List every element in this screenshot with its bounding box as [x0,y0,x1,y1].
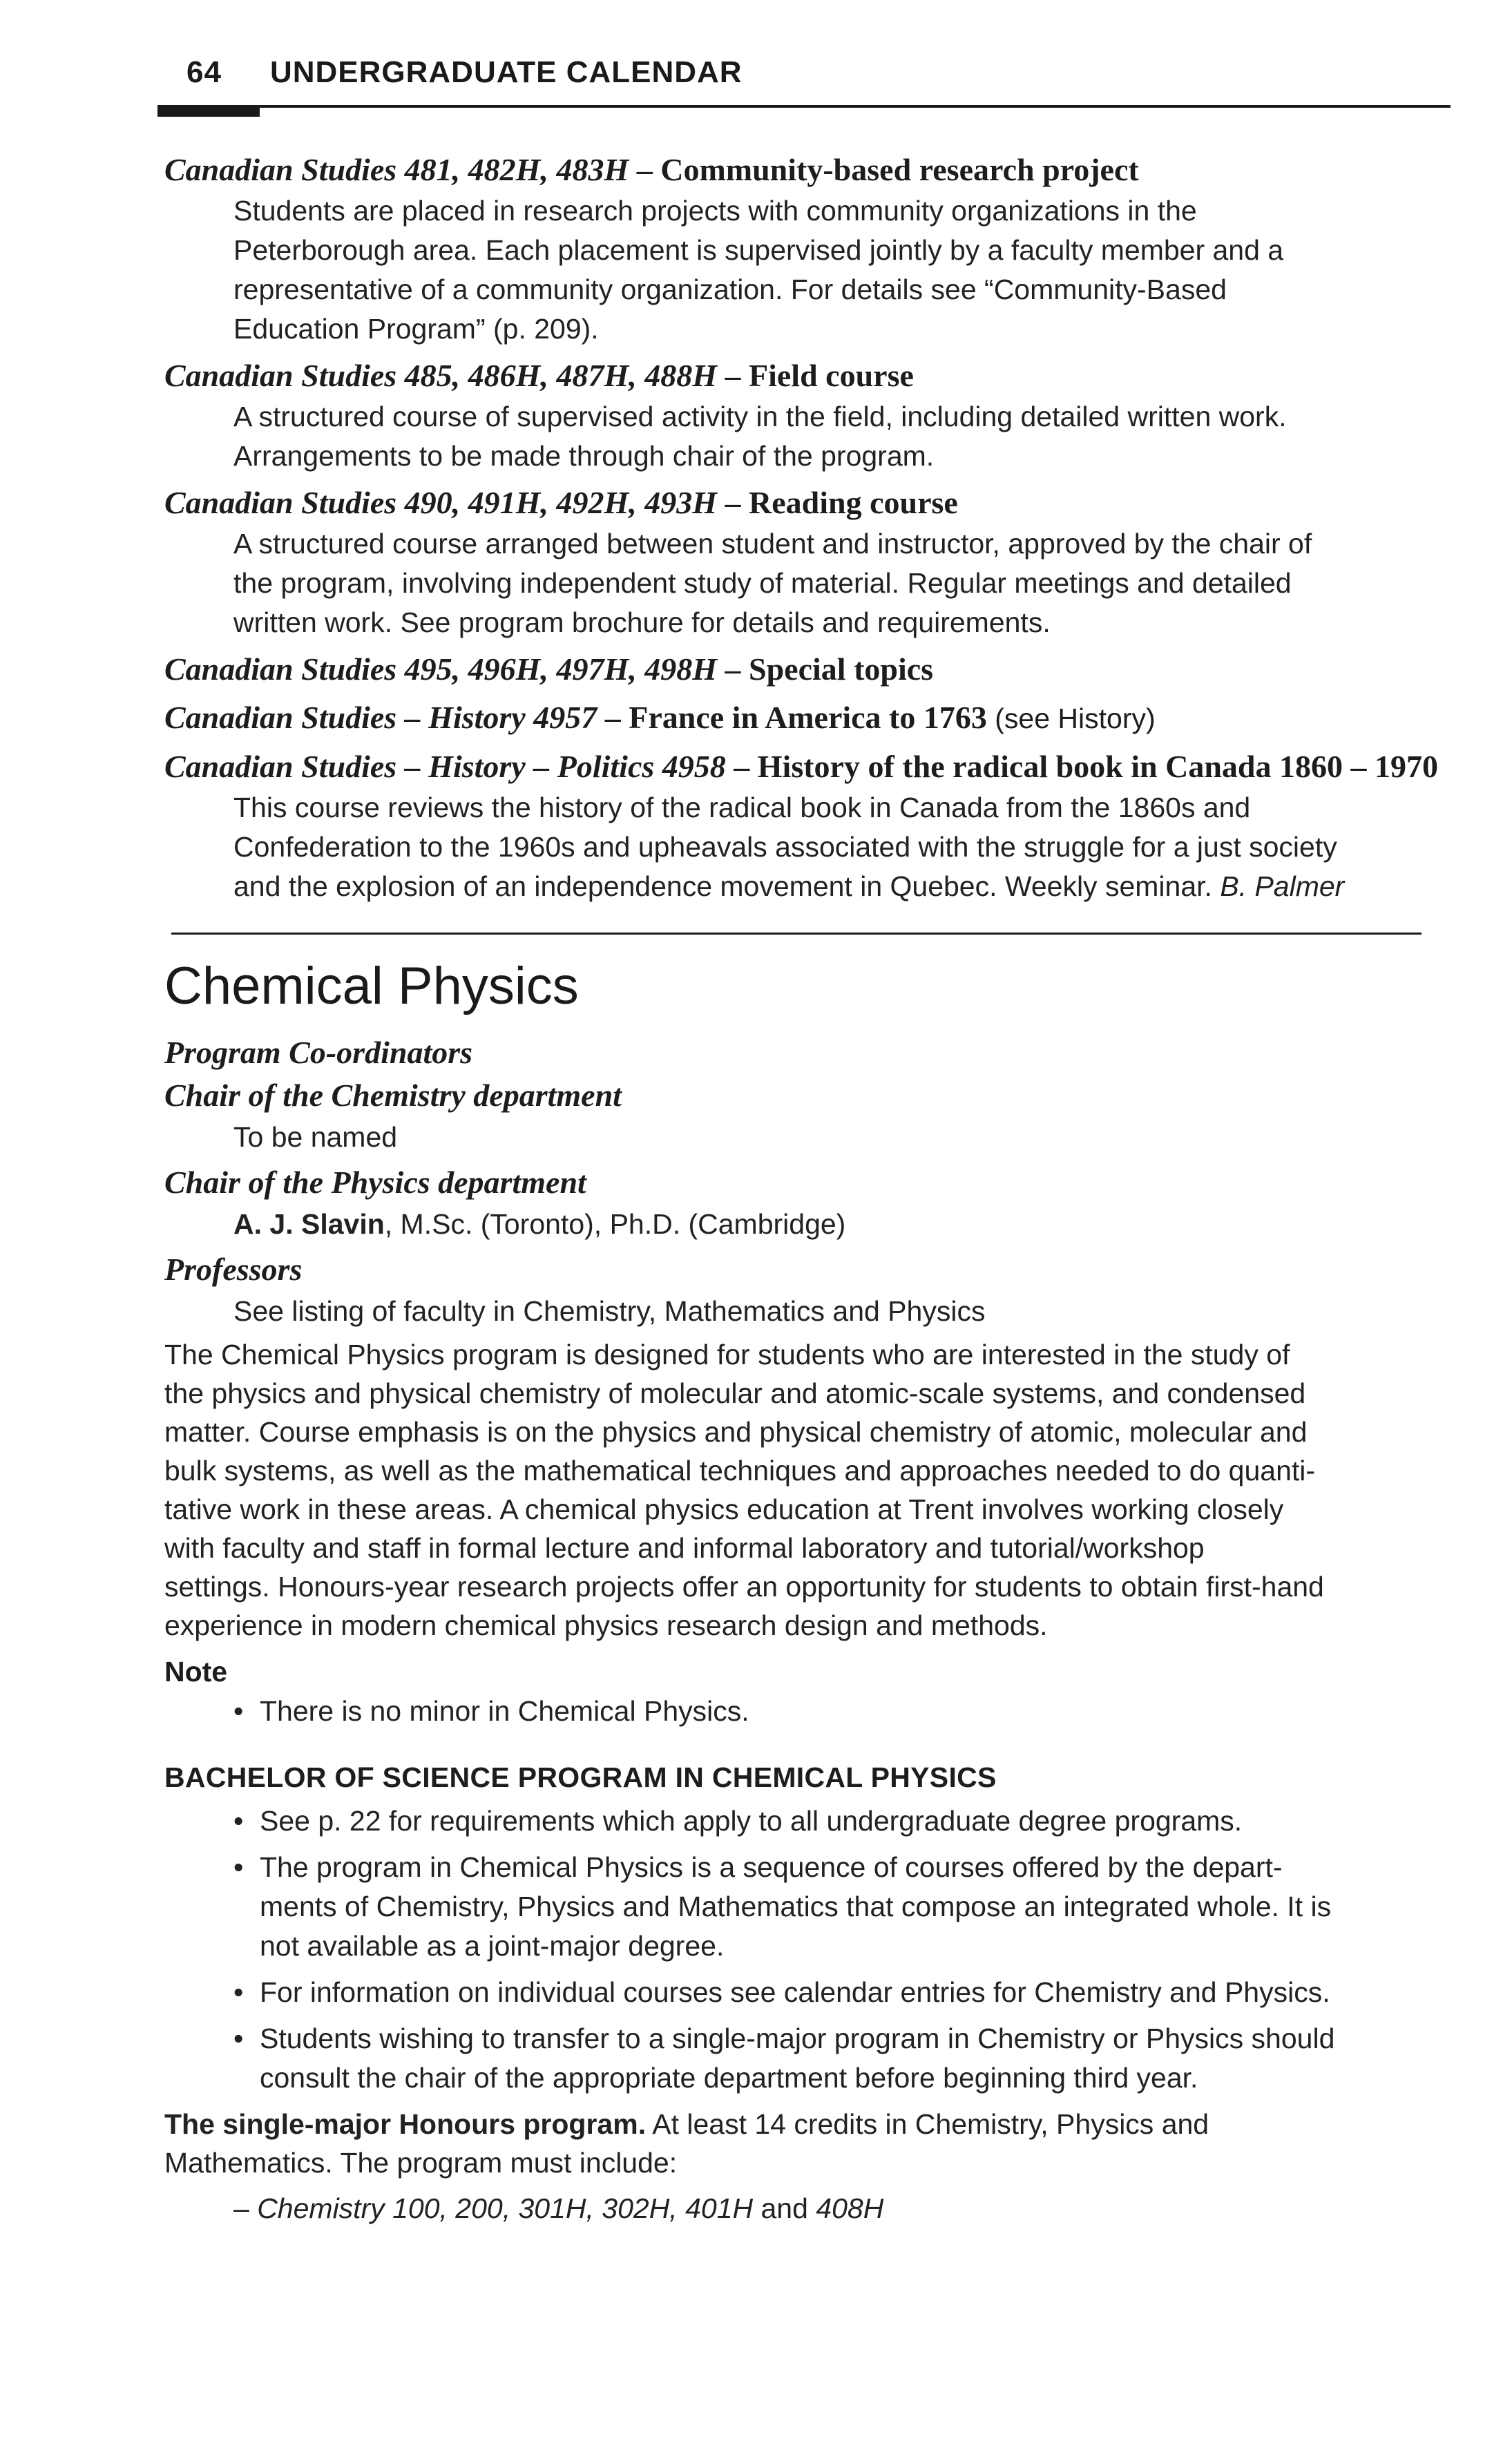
note-list [164,1692,1449,1731]
instructor-name: B. Palmer [1220,870,1345,902]
description-line: representative of a community organization. For details see “Community-Based [233,274,1227,305]
bullet-icon: • [233,2023,244,2054]
description-line: Students are placed in research projects with community organizations in the [233,195,1197,227]
running-title: UNDERGRADUATE CALENDAR [269,55,743,89]
honours-program-text: At least 14 credits in Chemistry, Physics and Mathematics. The program must include: [164,2108,1209,2179]
list-item-text: The program in Chemical Physics is a sequence of courses offered by the depart- ments of Chemistry, Physics and Mathematics that compose an integrated whole. It is not available as a joint-major degree. [260,1851,1332,1962]
list-item [233,1973,1449,2012]
description-line: Peterborough area. Each placement is supervised jointly by a faculty member and a [233,234,1284,266]
course-code: Canadian Studies – History – Politics 4958 [164,749,726,784]
bsc-program-heading: BACHELOR OF SCIENCE PROGRAM IN CHEMICAL PHYSICS [164,1761,997,1793]
dash-marker: – [233,2192,258,2224]
list-item-text: Students wishing to transfer to a single-major program in Chemistry or Physics should consult the chair of the appropriate department before beginning third year. [260,2023,1335,2094]
coordinators-heading: Program Co-ordinators [164,1035,473,1070]
physics-chair-heading: Chair of the Physics department [164,1165,586,1200]
course-title [164,481,1449,524]
requirement-last-course: 408H [816,2192,884,2224]
course-title [164,745,1449,788]
course-description [233,524,1449,642]
requirement-conjunction: and [753,2192,816,2224]
description-line: A structured course of supervised activity in the field, including detailed written work. [233,401,1287,432]
paragraph-line: bulk systems, as well as the mathematical techniques and approaches needed to do quanti- [164,1455,1316,1487]
course-code: Canadian Studies – History 4957 [164,700,597,735]
course-name: – Reading course [717,485,958,520]
bsc-requirements-list [164,1802,1449,2098]
requirement-courses: Chemistry 100, 200, 301H, 302H, 401H [257,2192,754,2224]
physics-chair-name: A. J. Slavin [233,1208,385,1240]
list-item [233,1802,1449,1841]
physics-chair-credentials: , M.Sc. (Toronto), Ph.D. (Cambridge) [384,1208,846,1240]
section-title: Chemical Physics [164,957,579,1015]
header-rule [157,105,1451,108]
course-name: – Community-based research project [629,152,1139,187]
course-title [164,648,1449,691]
course-title [164,354,1449,397]
bullet-icon: • [233,1695,244,1727]
page-content [164,149,1449,2228]
list-item-text: There is no minor in Chemical Physics. [260,1695,749,1727]
honours-program-label: The single-major Honours program. [164,2108,647,2140]
course-description [233,397,1449,476]
course-description [233,788,1449,906]
list-item [233,1848,1449,1966]
bullet-icon: • [233,1805,244,1837]
course-name: – France in America to 1763 [597,700,987,735]
running-header [186,55,743,90]
note-heading: Note [164,1656,228,1688]
course-entry [164,648,1449,691]
course-code: Canadian Studies 490, 491H, 492H, 493H [164,485,718,520]
description-line: A structured course arranged between student and instructor, approved by the chair of [233,528,1312,560]
paragraph-line: the physics and physical chemistry of molecular and atomic-scale systems, and condensed [164,1377,1306,1409]
course-entry [164,696,1449,740]
physics-chair-value [233,1204,1449,1244]
description-line: Arrangements to be made through chair of the program. [233,440,935,472]
professors-heading: Professors [164,1252,303,1287]
honours-program-paragraph [164,2105,1339,2182]
description-line: and the explosion of an independence movement in Quebec. Weekly seminar. [233,870,1212,902]
list-item [233,2019,1449,2098]
paragraph-line: tative work in these areas. A chemical physics education at Trent involves working closely [164,1493,1284,1525]
description-line: written work. See program brochure for details and requirements. [233,606,1051,638]
paragraph-line: matter. Course emphasis is on the physics and physical chemistry of atomic, molecular and [164,1416,1308,1448]
program-description [164,1335,1449,1645]
professors-value: See listing of faculty in Chemistry, Mathematics and Physics [233,1295,986,1327]
course-title [164,149,1449,191]
course-entry [164,149,1449,349]
list-item-text: See p. 22 for requirements which apply to all undergraduate degree programs. [260,1805,1243,1837]
paragraph-line: settings. Honours-year research projects offer an opportunity for students to obtain first-hand [164,1571,1324,1603]
list-item [233,1692,1449,1731]
section-divider [171,933,1422,935]
requirement-item [233,2189,1449,2228]
course-name: – Special topics [717,651,934,687]
course-entry [164,354,1449,476]
course-code: Canadian Studies 485, 486H, 487H, 488H [164,358,718,393]
bullet-icon: • [233,1851,244,1883]
header-tab-bar [157,105,260,117]
description-line: the program, involving independent study of material. Regular meetings and detailed [233,567,1292,599]
course-name: – Field course [717,358,914,393]
chemistry-chair-heading: Chair of the Chemistry department [164,1078,622,1113]
course-description [233,191,1449,349]
page-number: 64 [186,55,222,89]
course-name: – History of the radical book in Canada 1860 – 1970 [725,749,1439,784]
course-code: Canadian Studies 481, 482H, 483H [164,152,629,187]
course-title [164,696,1449,740]
paragraph-line: experience in modern chemical physics research design and methods. [164,1609,1048,1641]
description-line: Confederation to the 1960s and upheavals associated with the struggle for a just society [233,831,1337,863]
course-entry [164,481,1449,642]
chemistry-chair-value: To be named [233,1121,398,1153]
course-entry [164,745,1449,906]
cross-reference: (see History) [986,703,1156,734]
description-line: Education Program” (p. 209). [233,313,599,345]
paragraph-line: with faculty and staff in formal lecture and informal laboratory and tutorial/workshop [164,1532,1205,1564]
description-line: This course reviews the history of the radical book in Canada from the 1860s and [233,792,1251,823]
bullet-icon: • [233,1976,244,2008]
course-code: Canadian Studies 495, 496H, 497H, 498H [164,651,718,687]
paragraph-line: The Chemical Physics program is designed for students who are interested in the study of [164,1339,1290,1370]
list-item-text: For information on individual courses see calendar entries for Chemistry and Physics. [260,1976,1330,2008]
